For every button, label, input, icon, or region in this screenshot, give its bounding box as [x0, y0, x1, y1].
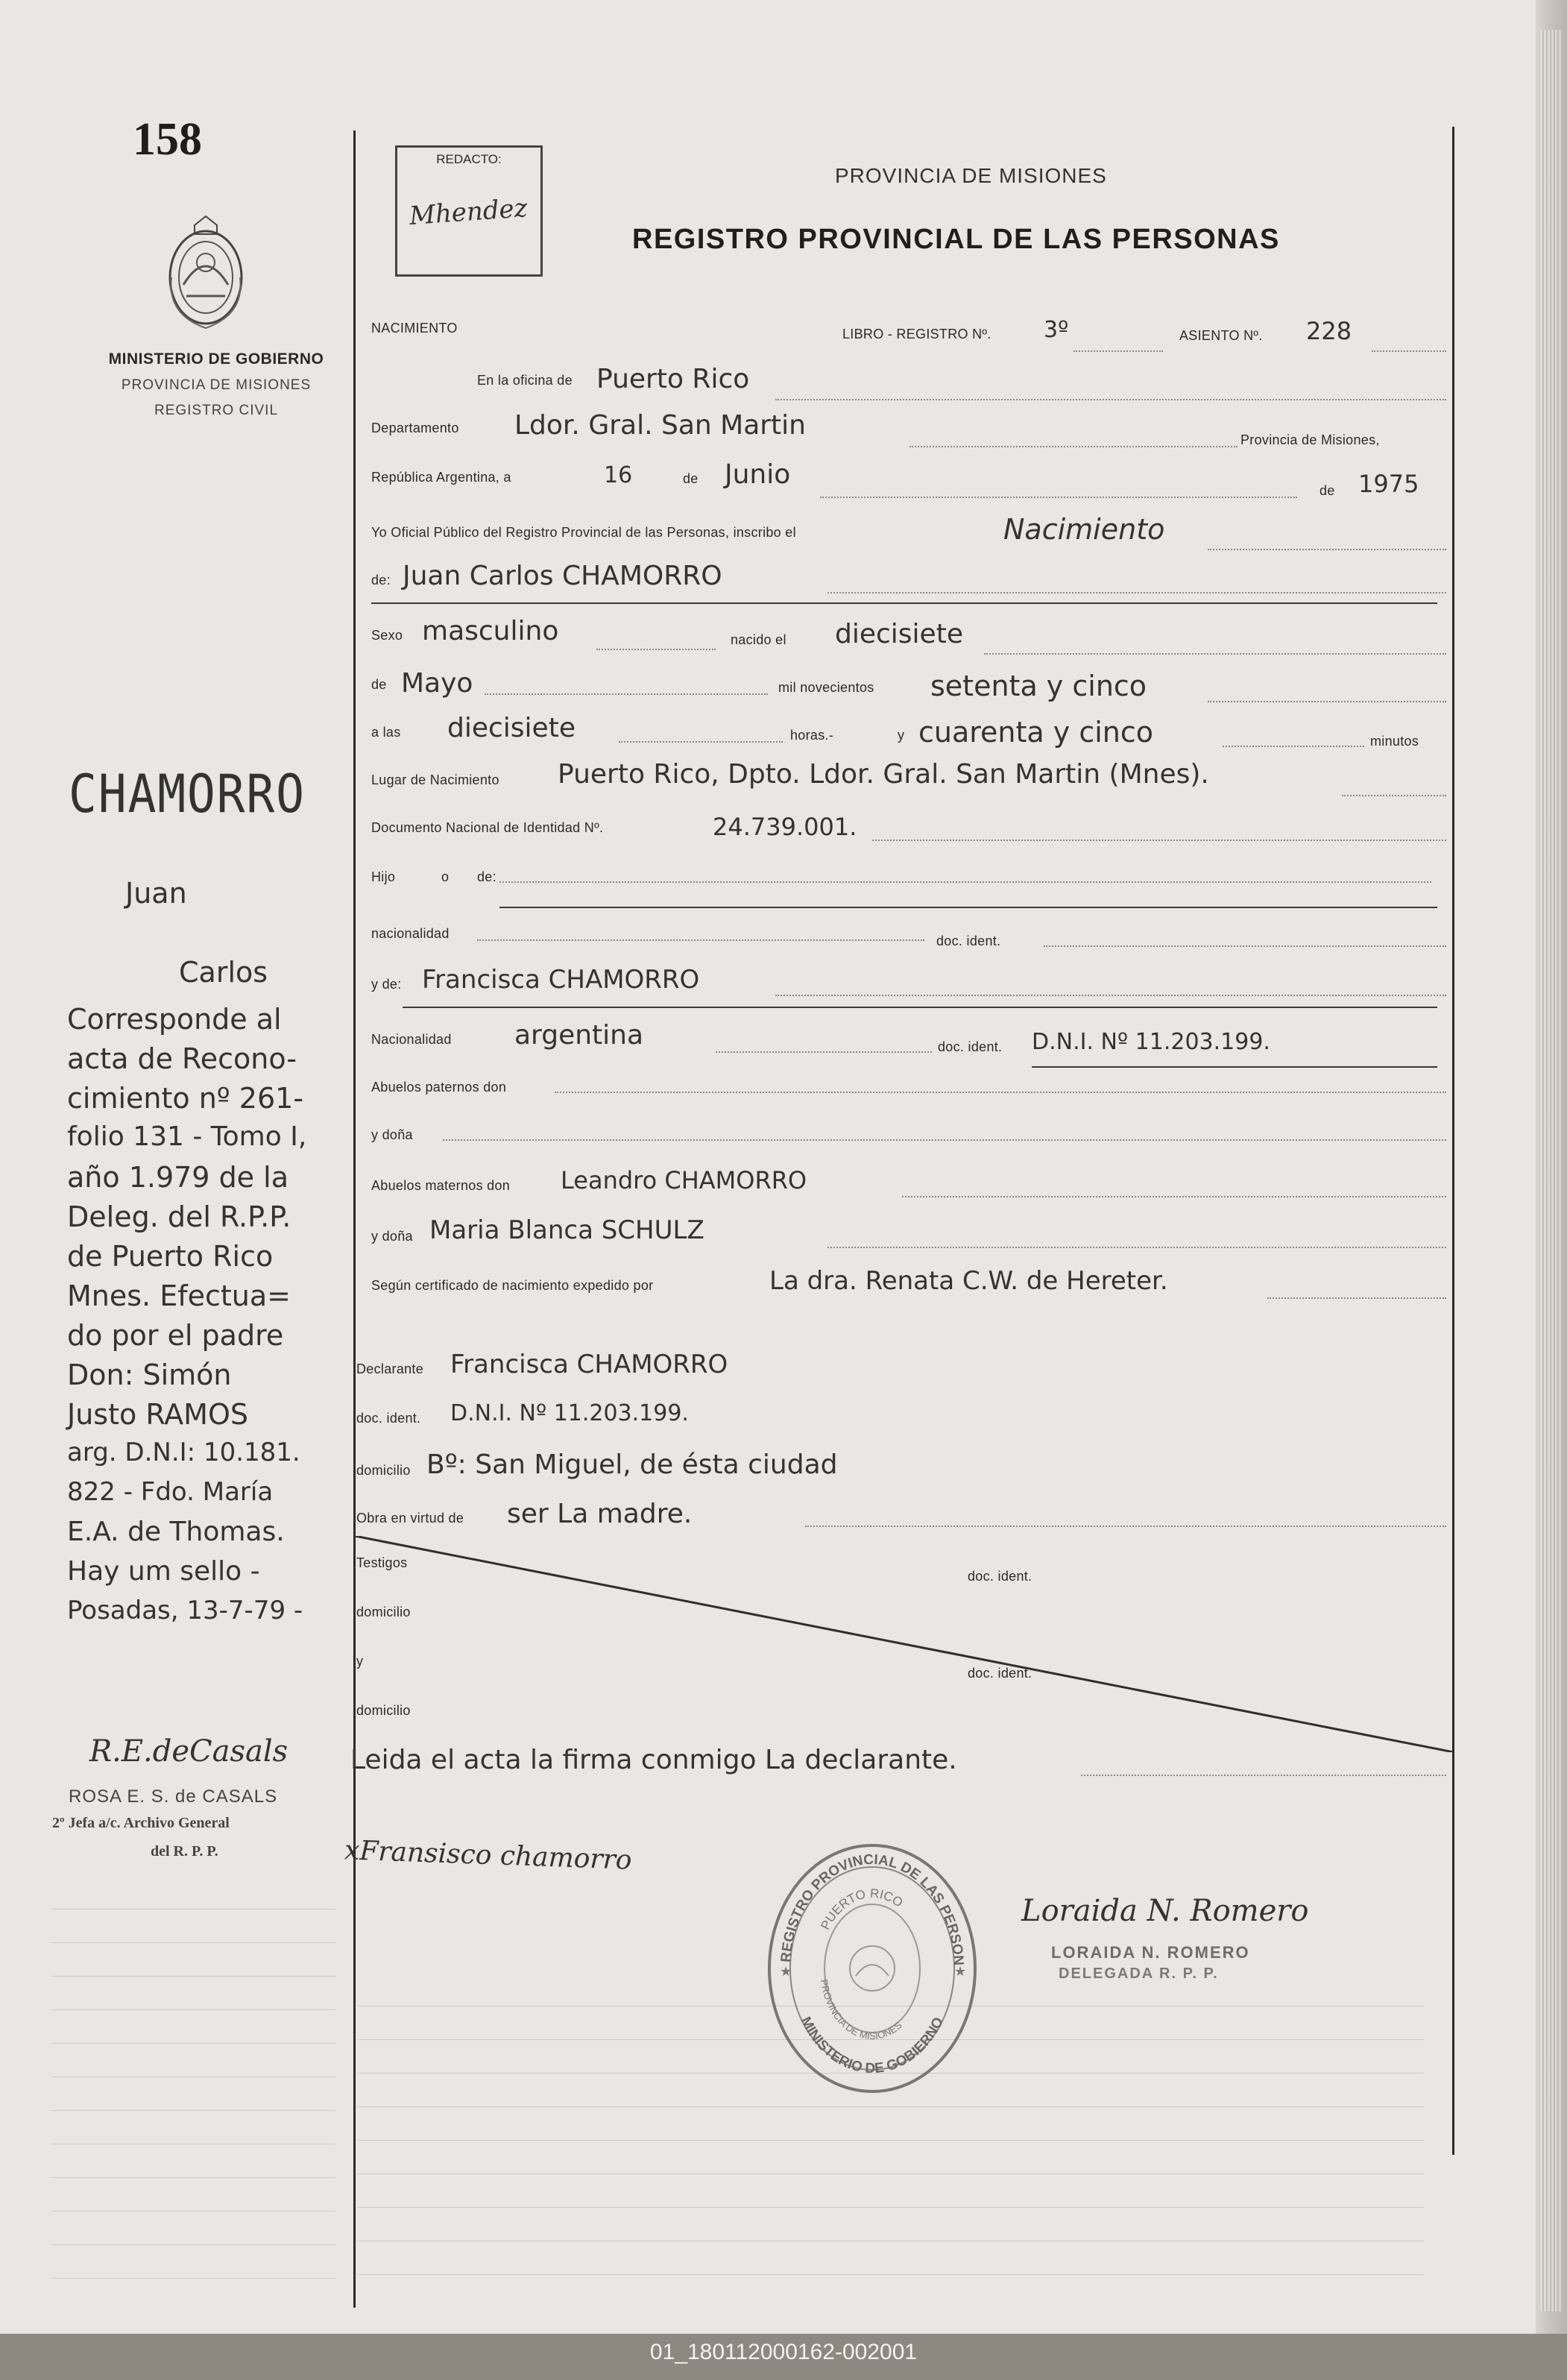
- svg-text:★: ★: [954, 1964, 967, 1979]
- abuela-materna-value: Maria Blanca SCHULZ: [429, 1215, 704, 1245]
- nacido-label: nacido el: [731, 632, 786, 647]
- doc-ident4-label: doc. ident.: [968, 1569, 1032, 1584]
- obra-label: Obra en virtud de: [356, 1511, 464, 1526]
- svg-text:★: ★: [780, 1964, 792, 1979]
- nacionalidad1-label: nacionalidad: [371, 926, 450, 941]
- abuelos-maternos-label: Abuelos maternos don: [371, 1178, 511, 1193]
- stamp-inner-top: PUERTO RICO: [818, 1886, 906, 1933]
- margin-line: acta de Recono-: [67, 1042, 297, 1075]
- hijo-label: Hijo: [371, 869, 396, 884]
- hijo-o-label: o: [441, 869, 450, 884]
- doc-ident2-label: doc. ident.: [938, 1039, 1003, 1054]
- margin-signer-name: ROSA E. S. de CASALS: [69, 1786, 278, 1807]
- abuelo-materno-value: Leandro CHAMORRO: [561, 1166, 807, 1194]
- margin-name2: Carlos: [179, 956, 268, 989]
- departamento-value: Ldor. Gral. San Martin: [514, 410, 806, 441]
- coat-of-arms-icon: [161, 203, 250, 337]
- sexo-label: Sexo: [371, 628, 403, 643]
- svg-text:PUERTO RICO: [818, 1886, 905, 1932]
- departamento-label: Departamento: [371, 421, 459, 435]
- margin-line: 822 - Fdo. María: [67, 1477, 274, 1507]
- testigos-label: Testigos: [356, 1555, 408, 1570]
- nombre-value: Juan Carlos CHAMORRO: [403, 561, 722, 591]
- doc-ident3-value: D.N.I. Nº 11.203.199.: [450, 1400, 689, 1426]
- margin-line: Corresponde al: [67, 1003, 282, 1036]
- domicilio3-label: domicilio: [356, 1703, 411, 1718]
- redacto-signature: Mhendez: [408, 193, 529, 232]
- doc-ident5-label: doc. ident.: [968, 1666, 1032, 1681]
- registry-stamp: [760, 1842, 984, 2095]
- doc-ident3-label: doc. ident.: [356, 1411, 421, 1426]
- margin-line: Posadas, 13-7-79 -: [67, 1596, 303, 1625]
- asiento-label: ASIENTO Nº.: [1179, 328, 1263, 343]
- margin-name1: Juan: [125, 877, 187, 910]
- dia-value: 16: [604, 462, 633, 488]
- y-de-label: y de:: [371, 977, 402, 992]
- doc-ident2-value: D.N.I. Nº 11.203.199.: [1032, 1029, 1270, 1055]
- margin-line: E.A. de Thomas.: [67, 1517, 285, 1547]
- svg-text:MINISTERIO DE GOBIERNO: [798, 2015, 947, 2077]
- de-label: de: [683, 471, 699, 486]
- nacionalidad2-label: Nacionalidad: [371, 1032, 452, 1047]
- domicilio2-label: domicilio: [356, 1605, 411, 1619]
- republica-label: República Argentina, a: [371, 470, 511, 485]
- mes-value: Junio: [725, 459, 791, 490]
- footer-code: 01_180112000162-002001: [649, 2340, 918, 2364]
- redacto-box: [395, 145, 543, 277]
- oficial-stamp-role: DELEGADA R. P. P.: [1059, 1965, 1219, 1982]
- margin-note-lines: [67, 1003, 358, 1635]
- margin-signature: R.E.deCasals: [89, 1734, 289, 1769]
- act-type-label: NACIMIENTO: [371, 321, 458, 336]
- horas-value: diecisiete: [447, 713, 576, 743]
- margin-signer-role2: del R. P. P.: [151, 1843, 218, 1860]
- oficial-signature: Loraida N. Romero: [1021, 1894, 1309, 1928]
- abuelos-paternos-label: Abuelos paternos don: [371, 1080, 507, 1095]
- margin-line: de Puerto Rico: [67, 1240, 274, 1273]
- margin-line: do por el padre: [67, 1319, 284, 1352]
- margin-line: Mnes. Efectua=: [67, 1279, 291, 1312]
- de-mes-label: de: [371, 677, 387, 692]
- oficina-label: En la oficina de: [477, 373, 573, 388]
- certificado-label: Según certificado de nacimiento expedido por: [371, 1278, 654, 1293]
- right-frame-line: [1452, 127, 1454, 2155]
- asiento-value: 228: [1306, 317, 1352, 345]
- madre-value: Francisca CHAMORRO: [422, 965, 700, 995]
- provincia-label: Provincia de Misiones,: [1240, 432, 1380, 447]
- margin-line: Hay um sello -: [67, 1556, 260, 1587]
- certificado-value: La dra. Renata C.W. de Hereter.: [769, 1266, 1168, 1296]
- obra-value: ser La madre.: [507, 1499, 693, 1529]
- nacido-value: diecisiete: [835, 619, 963, 649]
- margin-line: cimiento nº 261-: [67, 1082, 304, 1115]
- a-las-label: a las: [371, 725, 401, 740]
- margin-line: Deleg. del R.P.P.: [67, 1200, 291, 1233]
- de-year-label: de: [1320, 483, 1335, 498]
- stamp-outer-top: REGISTRO PROVINCIAL DE LAS PERSON: [778, 1851, 967, 1966]
- header-province: PROVINCIA DE MISIONES: [835, 164, 1107, 187]
- header-title: REGISTRO PROVINCIAL DE LAS PERSONAS: [632, 224, 1280, 255]
- minutos-value: cuarenta y cinco: [918, 716, 1154, 749]
- sexo-value: masculino: [422, 616, 559, 646]
- margin-line: folio 131 - Tomo I,: [67, 1121, 307, 1152]
- libro-value: 3º: [1044, 317, 1069, 343]
- declarante-label: Declarante: [356, 1361, 424, 1376]
- margin-surname: CHAMORRO: [69, 764, 306, 825]
- testigos-cancel-line: [355, 1536, 1454, 1752]
- stamp-outer-bottom: MINISTERIO DE GOBIERNO: [797, 2014, 948, 2077]
- dni-label: Documento Nacional de Identidad Nº.: [371, 820, 604, 835]
- y-dona1-label: y doña: [371, 1127, 413, 1142]
- anio-nac-value: setenta y cinco: [930, 670, 1147, 702]
- margin-line: Don: Simón: [67, 1359, 232, 1391]
- doc-ident1-label: doc. ident.: [936, 934, 1001, 948]
- nacionalidad2-value: argentina: [514, 1020, 644, 1051]
- declarante-value: Francisca CHAMORRO: [450, 1350, 728, 1379]
- margin-signer-role1: 2º Jefa a/c. Archivo General: [52, 1815, 230, 1831]
- margin-line: arg. D.N.I: 10.181.: [67, 1438, 300, 1467]
- anio-value: 1975: [1358, 470, 1419, 498]
- lugar-value: Puerto Rico, Dpto. Ldor. Gral. San Martin (Mnes).: [558, 759, 1209, 790]
- oficina-value: Puerto Rico: [596, 364, 750, 394]
- hijo-de-label: de:: [477, 869, 496, 884]
- mes-nac-value: Mayo: [401, 668, 473, 699]
- de-name-label: de:: [371, 573, 391, 588]
- redacto-label: REDACTO:: [436, 152, 502, 166]
- margin-line: Justo RAMOS: [67, 1398, 248, 1431]
- libro-label: LIBRO - REGISTRO Nº.: [842, 327, 991, 341]
- domicilio-value: Bº: San Miguel, de ésta ciudad: [426, 1449, 838, 1480]
- civil-registry-label: REGISTRO CIVIL: [154, 403, 279, 418]
- y2-label: y: [356, 1654, 364, 1669]
- minutos-label: minutos: [1370, 734, 1419, 749]
- oficial-value: Nacimiento: [1003, 513, 1165, 546]
- dni-value: 24.739.001.: [713, 813, 857, 841]
- stamp-inner-bottom: PROVINCIA DE MISIONES: [818, 1978, 904, 2042]
- book-page-edges: [1540, 30, 1563, 2311]
- mil-label: mil novecientos: [778, 680, 874, 695]
- lugar-label: Lugar de Nacimiento: [371, 772, 499, 787]
- horas-label: horas.-: [790, 728, 834, 743]
- y-label: y: [898, 728, 905, 743]
- ministry-label: MINISTERIO DE GOBIERNO: [108, 350, 324, 368]
- declarante-signature: xFransisco chamorro: [344, 1835, 633, 1876]
- margin-line: año 1.979 de la: [67, 1161, 289, 1194]
- oficial-label: Yo Oficial Público del Registro Provincial de las Personas, inscribo el: [371, 525, 796, 540]
- y-dona2-label: y doña: [371, 1229, 413, 1244]
- page-number: 158: [133, 114, 202, 165]
- province-label: PROVINCIA DE MISIONES: [121, 377, 312, 393]
- oficial-stamp-name: LORAIDA N. ROMERO: [1051, 1943, 1250, 1962]
- domicilio-label: domicilio: [356, 1463, 411, 1478]
- leida-text: Leida el acta la firma conmigo La declarante.: [350, 1745, 957, 1775]
